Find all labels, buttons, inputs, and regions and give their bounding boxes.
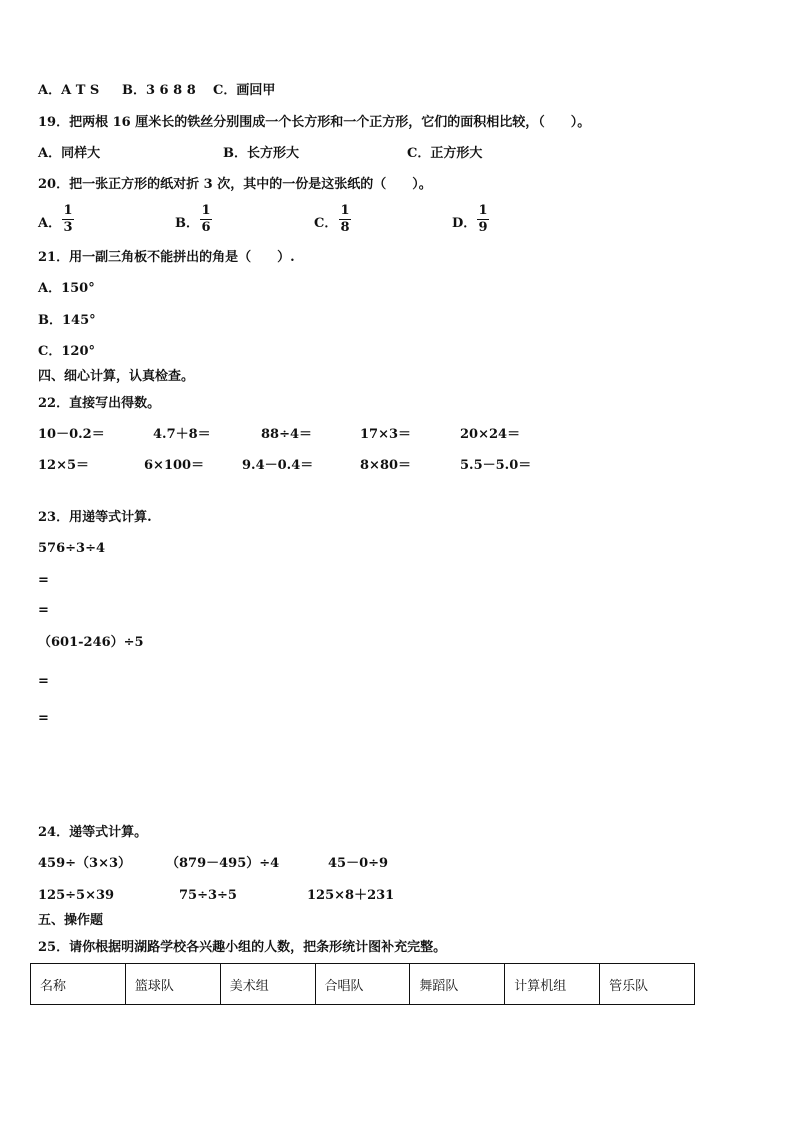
table-row	[31, 964, 695, 1005]
q22-item: 88÷4＝	[261, 427, 313, 442]
q22-item: 10－0.2＝	[38, 427, 105, 442]
q24-item: 75÷3÷5	[179, 888, 237, 903]
q21-option-b: B．145°	[38, 313, 96, 328]
q22-item: 17×3＝	[360, 427, 412, 442]
q20-option-b-numerator: 1	[201, 203, 211, 218]
q20-option-d-label: D．	[452, 216, 477, 231]
q19-option-c: C．正方形大	[407, 146, 483, 161]
q25-stem: 25．请你根据明湖路学校各兴趣小组的人数，把条形统计图补充完整。	[38, 940, 447, 955]
q19-stem: 19．把两根 16 厘米长的铁丝分别围成一个长方形和一个正方形，它们的面积相比较，（ ）。	[38, 115, 591, 130]
table-cell: 美术组	[220, 964, 315, 1005]
q23-expression-1: 576÷3÷4	[38, 541, 106, 556]
q21-option-a: A．150°	[38, 281, 95, 296]
table-cell: 篮球队	[125, 964, 220, 1005]
q18-option-b: B．3 6 8 8	[122, 83, 196, 98]
q18-option-c: C．画回甲	[213, 83, 276, 98]
q21-stem: 21．用一副三角板不能拼出的角是（ ）.	[38, 250, 295, 265]
section-4-heading: 四、细心计算，认真检查。	[38, 369, 195, 384]
q20-option-a-label: A．	[38, 216, 62, 231]
q18-option-a: A．A T S	[38, 83, 100, 98]
interest-group-table	[30, 963, 695, 1005]
q19-option-a: A．同样大	[38, 146, 101, 161]
table-cell: 管乐队	[600, 964, 695, 1005]
q20-option-a-denominator: 3	[63, 220, 73, 235]
q20-option-c-denominator: 8	[340, 220, 350, 235]
q23-equals: =	[38, 603, 49, 618]
q22-item: 5.5－5.0＝	[460, 458, 532, 473]
table-cell: 计算机组	[505, 964, 600, 1005]
q20-stem: 20．把一张正方形的纸对折 3 次，其中的一份是这张纸的（ ）。	[38, 177, 432, 192]
q20-option-c-numerator: 1	[340, 203, 350, 218]
q20-option-c-label: C．	[314, 216, 338, 231]
q20-option-d-numerator: 1	[478, 203, 488, 218]
q23-equals: =	[38, 573, 49, 588]
q20-option-a-numerator: 1	[63, 203, 73, 218]
q20-option-d-denominator: 9	[478, 220, 488, 235]
q22-stem: 22．直接写出得数。	[38, 396, 161, 411]
q23-equals: =	[38, 711, 49, 726]
q20-option-b-label: B．	[175, 216, 199, 231]
q22-item: 9.4－0.4＝	[242, 458, 314, 473]
q24-stem: 24．递等式计算。	[38, 825, 148, 840]
q20-option-b-denominator: 6	[201, 220, 211, 235]
q24-item: 125×8＋231	[307, 888, 395, 903]
q23-equals: =	[38, 674, 49, 689]
q22-item: 8×80＝	[360, 458, 412, 473]
section-5-heading: 五、操作题	[38, 913, 104, 928]
q24-item: 459÷（3×3）	[38, 856, 132, 871]
q24-item: 125÷5×39	[38, 888, 115, 903]
q19-option-b: B．长方形大	[223, 146, 299, 161]
table-cell: 舞蹈队	[410, 964, 505, 1005]
q24-item: 45－0÷9	[328, 856, 389, 871]
q21-option-c: C．120°	[38, 344, 95, 359]
table-cell: 合唱队	[315, 964, 410, 1005]
q23-expression-2: （601-246）÷5	[38, 635, 144, 650]
table-cell: 名称	[31, 964, 126, 1005]
q22-item: 12×5＝	[38, 458, 90, 473]
q23-stem: 23．用递等式计算.	[38, 510, 152, 525]
q22-item: 20×24＝	[460, 427, 521, 442]
q24-item: （879－495）÷4	[166, 856, 280, 871]
q22-item: 4.7＋8＝	[153, 427, 211, 442]
q22-item: 6×100＝	[144, 458, 205, 473]
